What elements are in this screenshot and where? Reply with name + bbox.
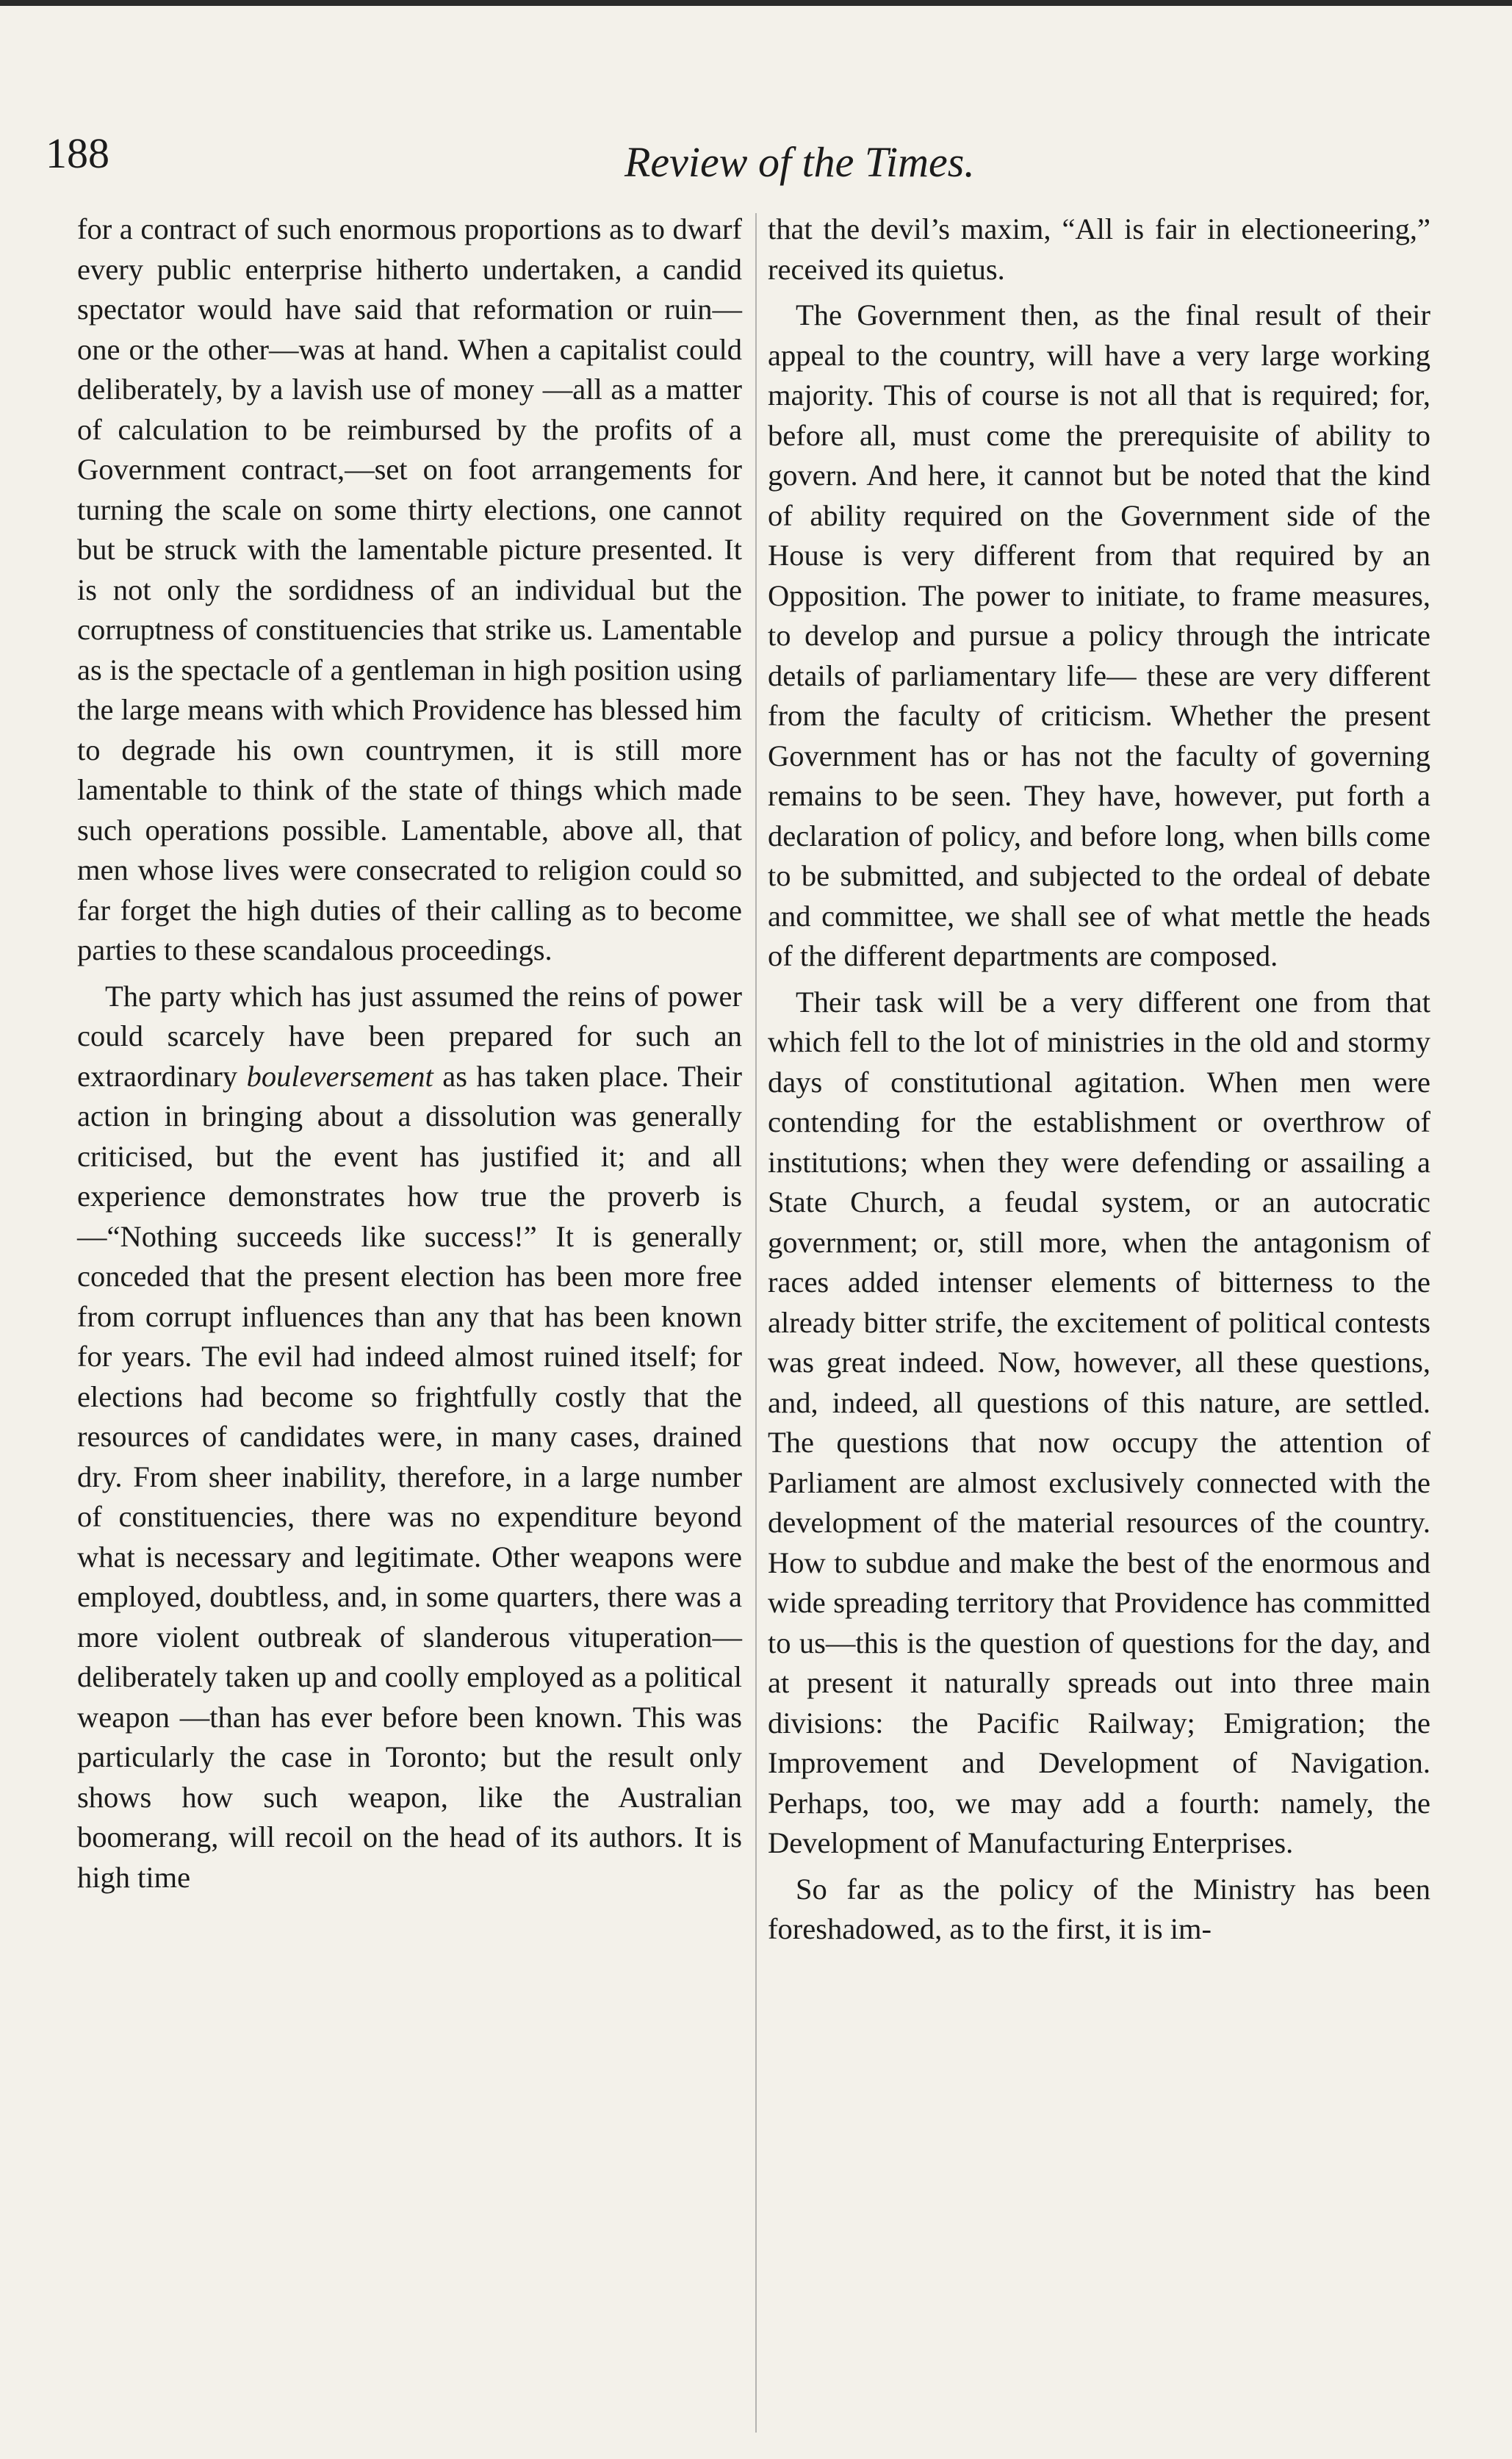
italic-term-bouleversement: bouleversement: [246, 1059, 433, 1093]
right-paragraph-1: that the devil’s maxim, “All is fair in electioneering,” received its quietus.: [768, 212, 1430, 286]
running-head: Review of the Times.: [624, 138, 975, 186]
right-column: [768, 209, 1430, 1950]
left-column: [77, 209, 742, 1898]
page-number: 188: [46, 129, 109, 177]
right-paragraph-3: Their task will be a very different one from that which fell to the lot of ministries in the old and stormy days of constitutional agitation. When men were contending for the establishment or overthrow of institutions; when they were defending or assailing a State Church, a feudal system, or an autocratic government; or, still more, when the antagonism of races added intenser elements of bitterness to the already bitter strife, the excitement of political contests was great indeed. Now, however, all these questions, and, indeed, all questions of this nature, are settled. The questions that now occupy the attention of Parliament are almost exclusively connected with the development of the material resources of the country. How to subdue and make the best of the enormous and wide spreading territory that Providence has committed to us—this is the question of questions for the day, and at present it naturally spreads out into three main divisions: the Pacific Railway; Emigration; the Improvement and Development of Navigation. Perhaps, too, we may add a fourth: namely, the Development of Manufacturing Enterprises.: [768, 985, 1430, 1859]
left-paragraph-1: for a contract of such enormous proportions as to dwarf every public enterprise hitherto undertaken, a candid spectator would have said that reformation or ruin—one or the other—was at hand. When a capitalist could deliberately, by a lavish use of money —all as a matter of calculation to be reimbursed by the profits of a Government contract,—set on foot arrangements for turning the scale on some thirty elections, one cannot but be struck with the lamentable picture presented. It is not only the sordidness of an individual but the corruptness of constituencies that strike us. Lamentable as is the spectacle of a gentleman in high position using the large means with which Providence has blessed him to degrade his own countrymen, it is still more lamentable to think of the state of things which made such operations possible. Lamentable, above all, that men whose lives were consecrated to religion could so far forget the high duties of their calling as to become parties to these scandalous proceedings.: [77, 212, 742, 966]
left-paragraph-2-text-a: The party which has just assumed the reins of power could scarcely have been prepared for such an extraordinary: [77, 979, 742, 1093]
right-paragraph-4: So far as the policy of the Ministry has been foreshadowed, as to the first, it is im-: [768, 1872, 1430, 1945]
left-paragraph-2: [77, 977, 742, 1898]
column-divider: [755, 213, 757, 2433]
left-paragraph-2-text-b: as has taken place. Their action in bringing about a dissolution was generally criticised, but the event has justified it; and all experience demonstrates how true the proverb is—“Nothing succeeds like success!” It is generally conceded that the present election has been more free from corrupt influences than any that has been known for years. The evil had indeed almost ruined itself; for elections had become so frightfully costly that the resources of candidates were, in many cases, drained dry. From sheer inability, therefore, in a large number of constituencies, there was no expenditure beyond what is necessary and legitimate. Other weapons were employed, doubtless, and, in some quarters, there was a more violent outbreak of slanderous vituperation—deliberately taken up and coolly employed as a political weapon —than has ever before been known. This was particularly the case in Toronto; but the result only shows how such weapon, like the Australian boomerang, will recoil on the head of its authors. It is high time: [77, 1059, 742, 1894]
top-border-rule: [0, 0, 1512, 6]
right-paragraph-2: The Government then, as the final result of their appeal to the country, will have a very large working majority. This of course is not all that is required; for, before all, must come the prerequisite of ability to govern. And here, it cannot but be noted that the kind of ability required on the Government side of the House is very different from that required by an Opposition. The power to initiate, to frame measures, to develop and pursue a policy through the intricate details of parliamentary life— these are very different from the faculty of criticism. Whether the present Government has or has not the faculty of governing remains to be seen. They have, however, put forth a declaration of policy, and before long, when bills come to be submitted, and subjected to the ordeal of debate and committee, we shall see of what mettle the heads of the different departments are composed.: [768, 298, 1430, 972]
